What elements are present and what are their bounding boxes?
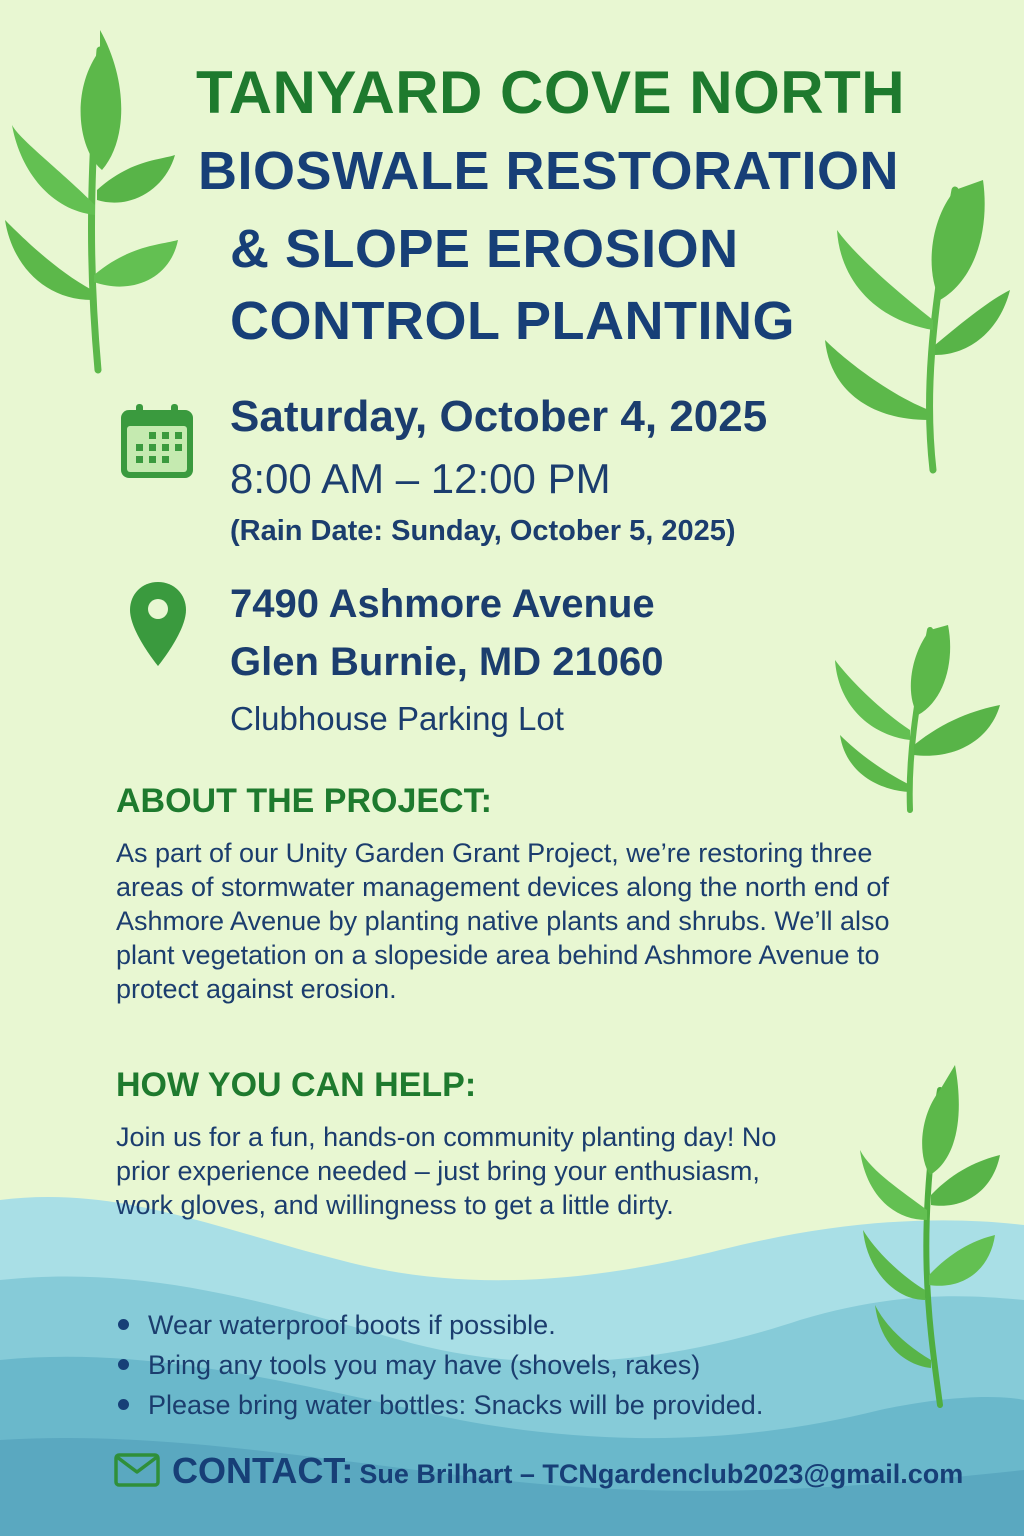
- contact-email-text[interactable]: Sue Brilhart – TCNgardenclub2023@gmail.com: [359, 1459, 964, 1489]
- help-bullet-list: [116, 1305, 763, 1425]
- event-time: 8:00 AM – 12:00 PM: [230, 455, 611, 502]
- address-spot: Clubhouse Parking Lot: [230, 700, 564, 737]
- bullet-text: Wear waterproof boots if possible.: [148, 1310, 556, 1340]
- bullet-text: Please bring water bottles: Snacks will be provided.: [148, 1390, 764, 1420]
- bullet-icon: [118, 1319, 129, 1330]
- envelope-icon: [114, 1453, 160, 1487]
- bullet-text: Bring any tools you may have (shovels, rakes): [148, 1350, 701, 1380]
- contact-line: [114, 1450, 963, 1492]
- address-street: 7490 Ashmore Avenue: [230, 582, 655, 626]
- contact-label: CONTACT:: [172, 1450, 354, 1491]
- title-line-4: CONTROL PLANTING: [230, 291, 795, 351]
- bullet-icon: [118, 1359, 129, 1370]
- list-item: [116, 1345, 763, 1385]
- help-text: Join us for a fun, hands-on community planting day! No prior experience needed – just bring your enthusiasm, work gloves, and willingness to get a little dirty.: [116, 1122, 777, 1220]
- event-date: Saturday, October 4, 2025: [230, 392, 768, 441]
- address-city: Glen Burnie, MD 21060: [230, 640, 664, 684]
- bullet-icon: [118, 1399, 129, 1410]
- list-item: [116, 1305, 763, 1345]
- title-line-2: BIOSWALE RESTORATION: [198, 141, 900, 201]
- calendar-icon: [118, 402, 196, 482]
- list-item: [116, 1385, 763, 1425]
- title-line-1: TANYARD COVE NORTH: [196, 59, 906, 126]
- about-text: As part of our Unity Garden Grant Project, we’re restoring three areas of stormwater management devices along the north end of Ashmore Avenue by planting native plants and shrubs. We’ll also plant vegetation on a slopeside area behind Ashmore Avenue to protect against erosion.: [116, 838, 890, 1004]
- help-heading: HOW YOU CAN HELP:: [116, 1066, 477, 1104]
- map-pin-icon: [128, 580, 188, 668]
- rain-date: (Rain Date: Sunday, October 5, 2025): [230, 515, 736, 547]
- about-heading: ABOUT THE PROJECT:: [116, 782, 492, 820]
- title-line-3: & SLOPE EROSION: [230, 219, 739, 279]
